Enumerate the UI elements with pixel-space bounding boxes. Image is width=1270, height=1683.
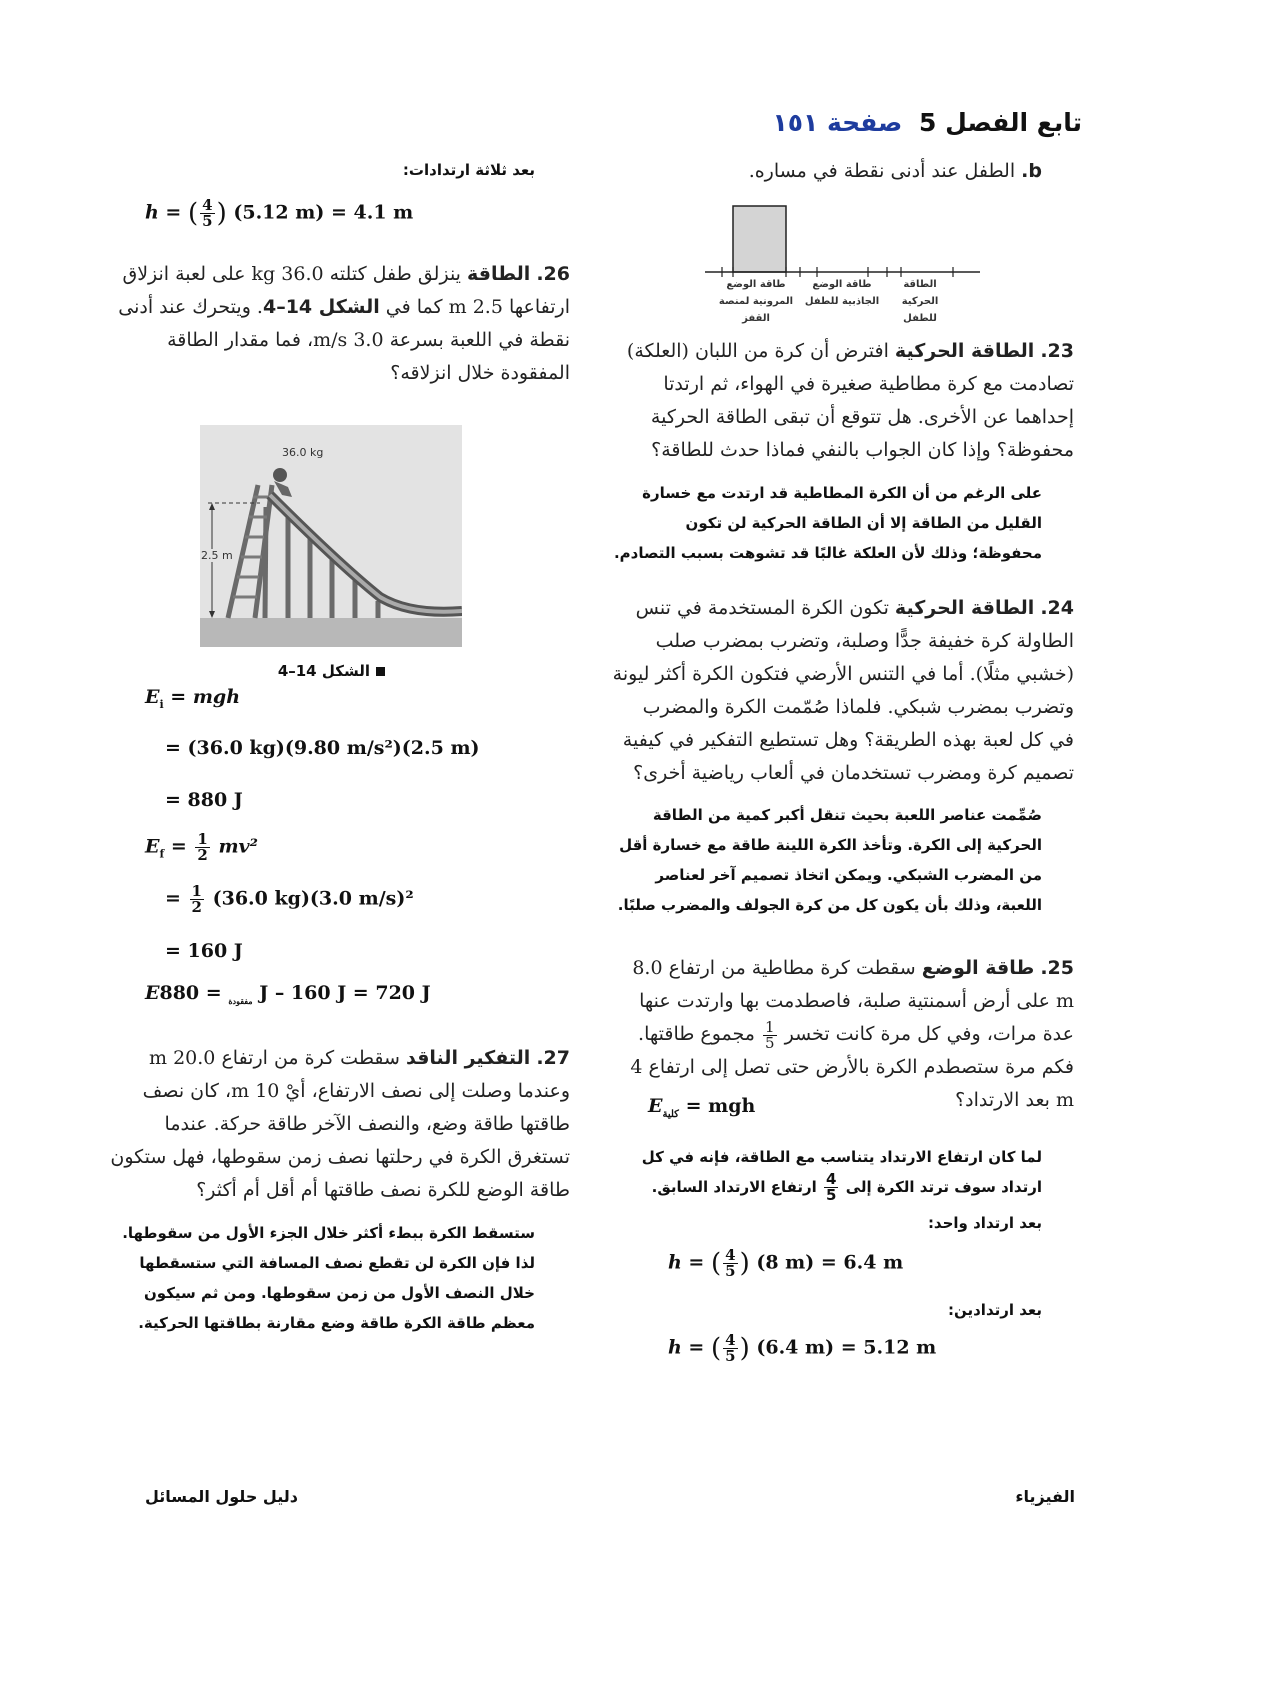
q22b-text: الطفل عند أدنى نقطة في مساره. <box>748 160 1016 182</box>
q26-text-b: . ويتحرك عند أدنى نقطة في اللعبة بسرعة 3.0 m/s، فما مقدار الطاقة المفقودة خلال انزلاقه؟ <box>118 296 570 384</box>
q25-fraction: $\frac{1}{5}$ <box>765 1017 775 1052</box>
q25-after3-label: بعد ثلاثة ارتدادات: <box>402 161 535 179</box>
figure-height-label: 2.5 m <box>201 549 233 562</box>
q26-eq-r1: = 880 J <box>165 789 243 811</box>
bar-label-elastic: طاقة الوضع المرونية لمنصة القفز <box>718 279 794 324</box>
q24-answer: صُمِّمت عناصر اللعبة بحيث تنقل أكبر كمية من الطاقة الحركية إلى الكرة. وتأخذ الكرة اللينة طاقة مع خسارة أقل من المضرب الشبكي. ويمكن اتخاذ تصميم آخر لعناصر اللعبة، وذلك بأن يكون كل من كرة الجولف والمضرب صلبًا. <box>617 806 1042 914</box>
q25-text-a: سقطت كرة مطاطية من ارتفاع 8.0 m على أرض أسمنتية صلبة، فاصطدمت بها وارتدت عنها عدة مرات، وفي كل مرة كانت تخسر <box>632 957 1074 1045</box>
q24 <box>612 592 1074 790</box>
q25-eq-total: $E_{كلية}$ = mgh <box>648 1095 756 1120</box>
q26-number: 26. <box>536 263 570 285</box>
q24-text: تكون الكرة المستخدمة في تنس الطاولة كرة خفيفة جدًّا وصلبة، وتضرب بمضرب صلب (خشبي مثلًا). أما في التنس الأرضي فتكون الكرة أكثر ليونة وتضرب بمضرب شبكي. فلماذا صُمّمت الكرة والمضرب في كل لعبة بهذه الطريقة؟ وهل تستطيع التفكير في كيفية تصميم كرة ومضرب تستخدمان في ألعاب رياضية أخرى؟ <box>612 597 1074 784</box>
q23-answer: على الرغم من أن الكرة المطاطية قد ارتدت مع خسارة القليل من الطاقة إلا أن الطاقة الحركية لن تكون محفوظة؛ وذلك لأن العلكة غالبًا قد تشوهت بسبب التصادم. <box>613 484 1042 562</box>
bar-label-kinetic: الطاقة الحركية للطفل <box>901 279 939 324</box>
q25-topic: طاقة الوضع <box>921 957 1035 979</box>
q27-topic: التفكير الناقد <box>406 1047 531 1069</box>
q26-eq-ei: $E_i$ = mgh <box>145 686 241 711</box>
child-head <box>273 468 287 482</box>
q23-text: افترض أن كرة من اللبان (العلكة) تصادمت مع كرة مطاطية صغيرة في الهواء، ثم ارتدتا إحداهما عن الأخرى. هل تتوقع أن تبقى الطاقة الحركية محفوظة؟ وإذا كان الجواب بالنفي فماذا حدث للطاقة؟ <box>626 340 1074 461</box>
q23-number: 23. <box>1040 340 1074 362</box>
q26-eq-ef: $E_f$ = $\frac{1}{2}$ mv² <box>145 830 258 864</box>
page-number: صفحة ١٥١ <box>772 108 903 137</box>
q26-topic: الطاقة <box>467 263 531 285</box>
chapter-title: تابع الفصل 5 <box>919 108 1082 137</box>
q25-text-b: مجموع طاقتها. فكم مرة ستصطدم الكرة بالأرض حتى تصل إلى ارتفاع 4 m بعد الارتداد؟ <box>630 1023 1074 1111</box>
q23 <box>612 335 1074 467</box>
figure-mass-label: 36.0 kg <box>282 446 324 459</box>
q22b <box>602 155 1042 188</box>
q26-eq-sub1: = (36.0 kg)(9.80 m/s²)(2.5 m) <box>165 737 480 759</box>
q22b-label: b. <box>1021 160 1042 182</box>
q27 <box>108 1042 570 1207</box>
q25-eq2: h = ( $\frac{4}{5}$ ) (6.4 m) = 5.12 m <box>668 1331 937 1365</box>
q27-answer: ستسقط الكرة ببطء أكثر خلال الجزء الأول من سقوطها. لذا فإن الكرة لن تقطع نصف المسافة التي ستسقطها خلال النصف الأول من زمن سقوطها. ومن ثم سيكون معظم طاقة الكرة طاقة وضع مقارنة بطاقتها الحركية. <box>122 1224 535 1332</box>
q27-text: سقطت كرة من ارتفاع 20.0 m وعندما وصلت إلى نصف الارتفاع، أيْ 10 m، كان نصف طاقتها طاقة وضع، والنصف الآخر طاقة حركة. عندما تستغرق الكرة في رحلتها نصف زمن سقوطها، فهل ستكون طاقة الوضع للكرة نصف طاقتها أم أقل أم أكثر؟ <box>110 1047 570 1201</box>
q23-topic: الطاقة الحركية <box>894 340 1035 362</box>
ground <box>200 618 462 647</box>
q26-text-a: ينزلق طفل كتلته 36.0 kg على لعبة انزلاق ارتفاعها 2.5 m كما في <box>122 263 570 318</box>
q24-topic: الطاقة الحركية <box>894 597 1035 619</box>
q25-number: 25. <box>1040 957 1074 979</box>
q25-answer-fraction: $\frac{4}{5}$ <box>826 1170 837 1204</box>
footer-left: دليل حلول المسائل <box>145 1487 298 1506</box>
chapter-header <box>682 108 1082 137</box>
q24-number: 24. <box>1040 597 1074 619</box>
q26-eq-el: E $_{مفقودة}$ = 880 J – 160 J = 720 J <box>145 982 431 1006</box>
q25-after2-label: بعد ارتدادين: <box>947 1301 1042 1319</box>
q26 <box>108 258 570 390</box>
q26-eq-sub2: = $\frac{1}{2}$ (36.0 kg)(3.0 m/s)² <box>165 882 414 916</box>
bar-elastic-energy <box>733 206 786 272</box>
q25-answer-b: ارتفاع الارتداد السابق. <box>651 1178 817 1196</box>
footer-right: الفيزياء <box>1015 1487 1075 1506</box>
bar-label-gravity: طاقة الوضع الجاذبية للطفل <box>804 279 880 307</box>
slide-figure <box>200 425 462 647</box>
q25-eq1: h = ( $\frac{4}{5}$ ) (8 m) = 6.4 m <box>668 1246 904 1280</box>
q26-figure-ref: الشكل 14–4 <box>262 296 380 318</box>
q27-number: 27. <box>536 1047 570 1069</box>
q25 <box>612 952 1074 1117</box>
q25-answer-a: لما كان ارتفاع الارتداد يتناسب مع الطاقة، فإنه في كل ارتداد سوف ترتد الكرة إلى <box>641 1148 1042 1196</box>
q25-answer <box>612 1142 1042 1203</box>
q26-eq-r2: = 160 J <box>165 940 243 962</box>
figure-caption: الشكل 14–4 <box>240 662 385 680</box>
q25-after1-label: بعد ارتداد واحد: <box>927 1214 1042 1232</box>
energy-bar-chart <box>700 200 990 280</box>
q25-eq3: h = ( $\frac{4}{5}$ ) (5.12 m) = 4.1 m <box>145 196 414 230</box>
